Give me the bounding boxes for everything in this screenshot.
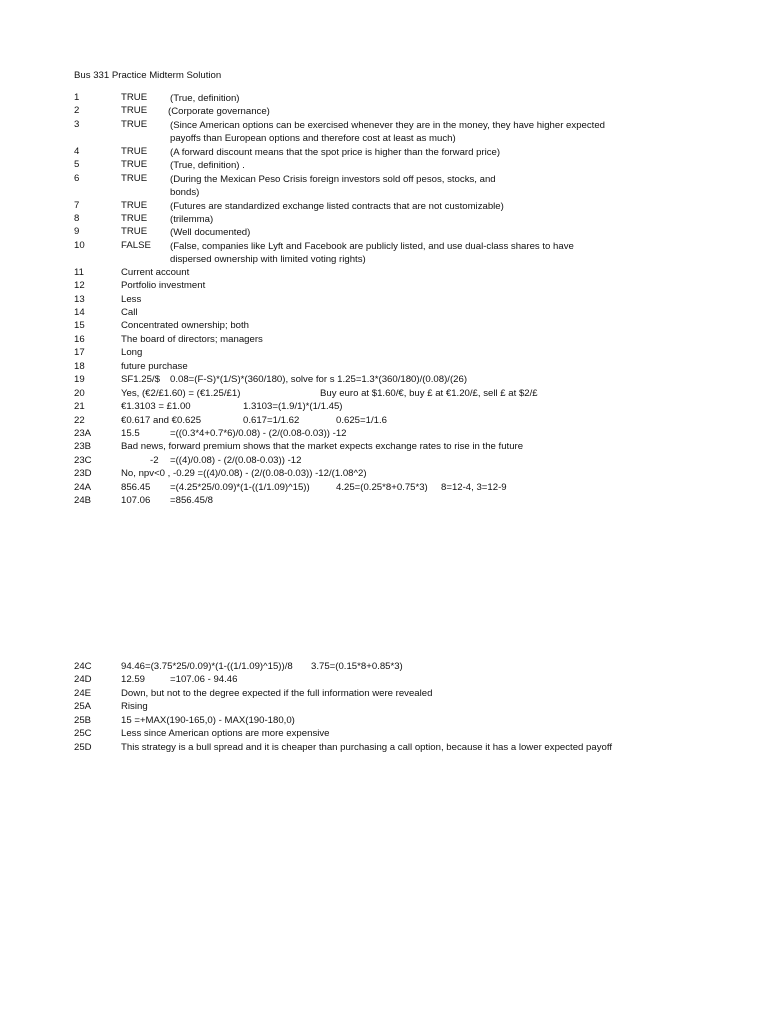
- answers-block-2: [0, 661, 768, 755]
- question-number: 23C: [74, 454, 92, 466]
- answer-row-3: [0, 119, 768, 146]
- answer-working: 0.617=1/1.62: [243, 414, 300, 426]
- question-number: 14: [74, 307, 85, 319]
- answer-row-24e: [0, 688, 768, 701]
- question-number: 18: [74, 360, 85, 372]
- question-number: 24E: [74, 687, 92, 699]
- answer-row-21: [0, 401, 768, 414]
- question-number: 17: [74, 347, 85, 359]
- question-number: 24B: [74, 495, 92, 507]
- answer-note: (During the Mexican Peso Crisis foreign investors sold off pesos, stocks, and bonds): [170, 173, 496, 199]
- answer-row-23d: [0, 468, 768, 481]
- answer-working: Buy euro at $1.60/€, buy £ at €1.20/£, sell £ at $2/£: [320, 387, 538, 399]
- answer-text: Call: [121, 307, 138, 319]
- answer-text: TRUE: [121, 92, 148, 103]
- answer-note: (Futures are standardized exchange listed contracts that are not customizable): [170, 200, 504, 212]
- answer-row-25a: [0, 701, 768, 714]
- document-title: Bus 331 Practice Midterm Solution: [74, 70, 222, 81]
- answer-text: -2: [150, 454, 159, 466]
- question-number: 11: [74, 266, 84, 278]
- question-number: 23B: [74, 441, 92, 453]
- answer-working-2: 0.625=1/1.6: [336, 414, 387, 426]
- answer-note: (Well documented): [170, 227, 251, 239]
- answer-text: future purchase: [121, 360, 188, 372]
- question-number: 6: [74, 172, 80, 184]
- question-number: 22: [74, 414, 85, 426]
- answer-text: 94.46=(3.75*25/0.09)*(1-((1/1.09)^15))/8: [121, 661, 293, 672]
- answer-text: €0.617 and €0.625: [121, 414, 202, 426]
- question-number: 23D: [74, 468, 92, 480]
- answer-working: =856.45/8: [170, 495, 213, 507]
- answer-row-2: [0, 105, 768, 118]
- answer-row-22: [0, 415, 768, 428]
- answer-row-4: [0, 146, 768, 159]
- answer-note: (Corporate governance): [168, 106, 270, 118]
- answer-row-10: [0, 240, 768, 267]
- answer-text: 107.06: [121, 495, 151, 507]
- answer-row-16: [0, 334, 768, 347]
- question-number: 21: [74, 401, 85, 413]
- answer-text: 15.5: [121, 427, 140, 439]
- answer-text: Bad news, forward premium shows that the market expects exchange rates to rise in the future: [121, 441, 524, 453]
- answers-block-1: [0, 92, 768, 509]
- answer-working: =(4.25*25/0.09)*(1-((1/1.09)^15)): [170, 481, 310, 493]
- question-number: 8: [74, 212, 80, 224]
- answer-text: TRUE: [121, 226, 148, 238]
- answer-row-7: [0, 200, 768, 213]
- answer-row-13: [0, 294, 768, 307]
- answer-text: TRUE: [121, 159, 148, 171]
- answer-row-1: [0, 92, 768, 105]
- question-number: 25A: [74, 701, 92, 713]
- question-number: 10: [74, 239, 85, 251]
- answer-working-3: 8=12-4, 3=12-9: [441, 481, 507, 493]
- question-number: 15: [74, 320, 85, 332]
- answer-text: Down, but not to the degree expected if the full information were revealed: [121, 687, 433, 699]
- answer-row-18: [0, 361, 768, 374]
- answer-note: (True, definition) .: [170, 160, 245, 172]
- question-number: 7: [74, 199, 80, 211]
- question-number: 9: [74, 226, 80, 238]
- question-number: 4: [74, 145, 80, 157]
- question-number: 19: [74, 374, 85, 386]
- question-number: 24A: [74, 481, 92, 493]
- answer-text: Long: [121, 347, 143, 359]
- answer-row-25b: [0, 715, 768, 728]
- answer-text: TRUE: [121, 145, 148, 157]
- answer-text: TRUE: [121, 118, 148, 130]
- answer-row-25c: [0, 728, 768, 741]
- answer-text: The board of directors; managers: [121, 333, 263, 345]
- question-number: 12: [74, 280, 85, 292]
- answer-row-19: [0, 374, 768, 387]
- answer-text: FALSE: [121, 239, 151, 251]
- question-number: 24D: [74, 674, 92, 686]
- answer-row-20: [0, 388, 768, 401]
- question-number: 1: [74, 92, 80, 103]
- answer-row-15: [0, 320, 768, 333]
- answer-row-11: [0, 267, 768, 280]
- answer-row-24b: [0, 495, 768, 508]
- question-number: 23A: [74, 427, 92, 439]
- question-number: 16: [74, 333, 85, 345]
- answer-note: (A forward discount means that the spot price is higher than the forward price): [170, 146, 501, 158]
- answer-working: =((0.3*4+0.7*6)/0.08) - (2/(0.08-0.03)) -12: [170, 427, 347, 439]
- answer-row-24a: [0, 482, 768, 495]
- answer-text: Portfolio investment: [121, 280, 206, 292]
- answer-text: 856.45: [121, 481, 151, 493]
- answer-working: 3.75=(0.15*8+0.85*3): [311, 661, 403, 672]
- answer-row-24d: [0, 674, 768, 687]
- answer-text: Rising: [121, 701, 148, 713]
- question-number: 25C: [74, 728, 92, 740]
- answer-working: =107.06 - 94.46: [170, 674, 238, 686]
- answer-row-25d: [0, 742, 768, 755]
- answer-text: Concentrated ownership; both: [121, 320, 249, 332]
- answer-row-23c: [0, 455, 768, 468]
- answer-text: 12.59: [121, 674, 146, 686]
- answer-row-12: [0, 280, 768, 293]
- answer-row-17: [0, 347, 768, 360]
- question-number: 24C: [74, 661, 92, 672]
- answer-note: (True, definition): [170, 93, 240, 104]
- question-number: 5: [74, 159, 80, 171]
- answer-row-9: [0, 226, 768, 239]
- answer-working: =((4)/0.08) - (2/(0.08-0.03)) -12: [170, 454, 302, 466]
- answer-note: (trilemma): [170, 213, 214, 225]
- answer-text: 15 =+MAX(190-165,0) - MAX(190-180,0): [121, 714, 295, 726]
- answer-row-5: [0, 159, 768, 172]
- answer-text: TRUE: [121, 199, 148, 211]
- answer-text: Less: [121, 293, 142, 305]
- answer-text: Less since American options are more expensive: [121, 728, 330, 740]
- answer-row-23b: [0, 441, 768, 454]
- answer-text: No, npv<0 , -0.29 =((4)/0.08) - (2/(0.08-0.03)) -12/(1.08^2): [121, 468, 367, 480]
- answer-text: €1.3103 = £1.00: [121, 401, 191, 413]
- answer-text: TRUE: [121, 105, 148, 117]
- answer-note: (False, companies like Lyft and Facebook are publicly listed, and use dual-class shares to have dispersed ownership with limited voting rights): [170, 240, 574, 266]
- question-number: 3: [74, 118, 80, 130]
- answer-text: TRUE: [121, 212, 148, 224]
- question-number: 13: [74, 293, 85, 305]
- answer-row-8: [0, 213, 768, 226]
- answer-text: Yes, (€2/£1.60) = (€1.25/£1): [121, 387, 241, 399]
- answer-row-24c: [0, 661, 768, 674]
- question-number: 20: [74, 387, 85, 399]
- answer-row-6: [0, 173, 768, 200]
- answer-working-2: 4.25=(0.25*8+0.75*3): [336, 481, 428, 493]
- question-number: 25B: [74, 714, 92, 726]
- answer-text: Current account: [121, 266, 190, 278]
- answer-text: This strategy is a bull spread and it is cheaper than purchasing a call option, because it has a lower expected payoff: [121, 741, 612, 753]
- answer-note: (Since American options can be exercised whenever they are in the money, they have higher expected payoffs than European options and therefore cost at least as much): [170, 119, 605, 145]
- answer-text: SF1.25/$: [121, 374, 160, 386]
- question-number: 25D: [74, 741, 92, 753]
- answer-text: TRUE: [121, 172, 148, 184]
- answer-row-14: [0, 307, 768, 320]
- answer-working: 1.3103=(1.9/1)*(1/1.45): [243, 401, 343, 413]
- answer-row-23a: [0, 428, 768, 441]
- answer-working: 0.08=(F-S)*(1/S)*(360/180), solve for s 1.25=1.3*(360/180)/(0.08)/(26): [170, 374, 468, 386]
- question-number: 2: [74, 105, 80, 117]
